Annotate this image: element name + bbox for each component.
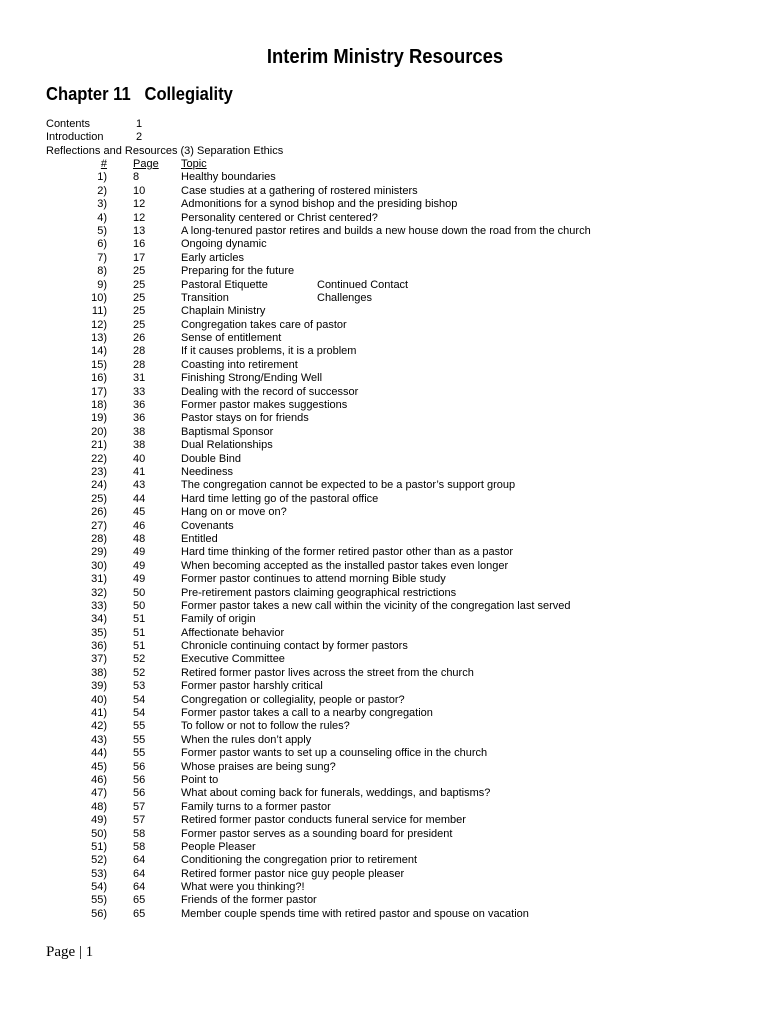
row-number: 3) bbox=[97, 198, 107, 211]
row-number: 44) bbox=[91, 747, 107, 760]
row-number: 8) bbox=[97, 265, 107, 278]
row-topic: Dual Relationships bbox=[181, 439, 273, 452]
row-page: 10 bbox=[133, 184, 146, 197]
row-topic: Ongoing dynamic bbox=[181, 238, 267, 251]
row-page: 56 bbox=[133, 773, 146, 786]
row-page: 43 bbox=[133, 479, 146, 492]
row-topic: Personality centered or Christ centered? bbox=[181, 211, 378, 224]
row-page: 8 bbox=[133, 171, 140, 184]
row-number: 4) bbox=[97, 211, 107, 224]
row-topic: A long-tenured pastor retires and builds a new house down the road from the church bbox=[181, 224, 591, 237]
row-topic: Congregation takes care of pastor bbox=[181, 318, 347, 331]
chapter-heading: Chapter 11 Collegiality bbox=[46, 84, 233, 104]
front-matter-label: Introduction bbox=[46, 131, 104, 144]
row-topic: Coasting into retirement bbox=[181, 358, 298, 371]
row-topic: Whose praises are being sung? bbox=[181, 760, 336, 773]
row-number: 51) bbox=[91, 840, 107, 853]
row-number: 34) bbox=[91, 613, 107, 626]
row-page: 50 bbox=[133, 586, 146, 599]
row-number: 42) bbox=[91, 720, 107, 733]
row-number: 22) bbox=[91, 452, 107, 465]
row-page: 36 bbox=[133, 399, 146, 412]
row-topic: The congregation cannot be expected to be a pastor’s support group bbox=[181, 479, 516, 492]
row-number: 27) bbox=[91, 519, 107, 532]
row-number: 47) bbox=[91, 787, 107, 800]
row-topic: Neediness bbox=[181, 465, 233, 478]
row-topic: Retired former pastor nice guy people pleaser bbox=[181, 867, 405, 880]
row-topic: Former pastor takes a new call within the vicinity of the congregation last served bbox=[181, 599, 571, 612]
row-page: 25 bbox=[133, 278, 146, 291]
row-topic: Point to bbox=[181, 773, 219, 786]
row-topic: Family turns to a former pastor bbox=[181, 800, 331, 813]
row-number: 40) bbox=[91, 693, 107, 706]
row-page: 38 bbox=[133, 439, 146, 452]
row-number: 41) bbox=[91, 707, 107, 720]
row-number: 1) bbox=[97, 171, 107, 184]
row-topic: Pre-retirement pastors claiming geographical restrictions bbox=[181, 586, 457, 599]
row-number: 29) bbox=[91, 546, 107, 559]
row-page: 12 bbox=[133, 211, 146, 224]
row-number: 12) bbox=[91, 318, 107, 331]
row-page: 57 bbox=[133, 814, 146, 827]
row-number: 18) bbox=[91, 399, 107, 412]
row-page: 51 bbox=[133, 640, 146, 653]
row-page: 31 bbox=[133, 372, 146, 385]
row-topic: Former pastor makes suggestions bbox=[181, 399, 348, 412]
row-topic: Congregation or collegiality, people or pastor? bbox=[181, 693, 405, 706]
row-page: 46 bbox=[133, 519, 146, 532]
row-number: 2) bbox=[97, 184, 107, 197]
row-page: 56 bbox=[133, 760, 146, 773]
row-page: 50 bbox=[133, 599, 146, 612]
row-number: 49) bbox=[91, 814, 107, 827]
row-page: 25 bbox=[133, 291, 146, 304]
row-page: 44 bbox=[133, 492, 146, 505]
row-page: 57 bbox=[133, 800, 146, 813]
row-topic: To follow or not to follow the rules? bbox=[181, 720, 350, 733]
front-matter-label: Contents bbox=[46, 118, 91, 130]
row-page: 16 bbox=[133, 238, 146, 251]
row-topic: Finishing Strong/Ending Well bbox=[181, 372, 323, 385]
row-topic-secondary: Continued Contact bbox=[317, 278, 409, 291]
row-topic: Admonitions for a synod bishop and the presiding bishop bbox=[181, 198, 458, 211]
row-number: 15) bbox=[91, 358, 107, 371]
row-topic: Retired former pastor lives across the street from the church bbox=[181, 666, 474, 679]
row-page: 54 bbox=[133, 707, 146, 720]
row-topic: Conditioning the congregation prior to retirement bbox=[181, 854, 418, 867]
row-number: 17) bbox=[91, 385, 107, 398]
row-topic: Dealing with the record of successor bbox=[181, 385, 359, 398]
row-number: 46) bbox=[91, 773, 107, 786]
row-topic: People Pleaser bbox=[181, 840, 256, 853]
row-topic: Executive Committee bbox=[181, 653, 285, 666]
row-number: 25) bbox=[91, 492, 107, 505]
row-page: 65 bbox=[133, 907, 146, 920]
row-topic: Double Bind bbox=[181, 452, 241, 465]
row-number: 45) bbox=[91, 760, 107, 773]
row-number: 5) bbox=[97, 224, 107, 237]
row-topic: Member couple spends time with retired pastor and spouse on vacation bbox=[181, 907, 529, 920]
header-number: # bbox=[100, 158, 107, 170]
row-topic: Hard time thinking of the former retired pastor other than as a pastor bbox=[181, 546, 513, 559]
row-topic: Affectionate behavior bbox=[181, 626, 285, 639]
row-page: 40 bbox=[133, 452, 146, 465]
row-page: 17 bbox=[133, 251, 146, 264]
row-topic: When the rules don’t apply bbox=[181, 733, 312, 746]
row-topic: Former pastor takes a call to a nearby congregation bbox=[181, 707, 433, 720]
row-topic: What were you thinking?! bbox=[181, 881, 305, 894]
row-number: 37) bbox=[91, 653, 107, 666]
row-page: 65 bbox=[133, 894, 146, 907]
row-topic: Sense of entitlement bbox=[181, 332, 282, 345]
row-page: 38 bbox=[133, 425, 146, 438]
row-page: 41 bbox=[133, 465, 146, 478]
row-topic: Chronicle continuing contact by former pastors bbox=[181, 640, 408, 653]
row-page: 13 bbox=[133, 224, 146, 237]
row-number: 24) bbox=[91, 479, 107, 492]
row-page: 49 bbox=[133, 559, 146, 572]
row-page: 26 bbox=[133, 332, 146, 345]
row-number: 16) bbox=[91, 372, 107, 385]
row-page: 54 bbox=[133, 693, 146, 706]
row-number: 48) bbox=[91, 800, 107, 813]
row-number: 54) bbox=[91, 881, 107, 894]
row-page: 25 bbox=[133, 305, 146, 318]
row-number: 19) bbox=[91, 412, 107, 425]
row-page: 51 bbox=[133, 613, 146, 626]
row-topic: Chaplain Ministry bbox=[181, 305, 266, 318]
row-page: 52 bbox=[133, 666, 146, 679]
row-page: 49 bbox=[133, 573, 146, 586]
row-topic: Hard time letting go of the pastoral office bbox=[181, 492, 379, 505]
page-footer: Page | 1 bbox=[46, 944, 94, 960]
row-number: 31) bbox=[91, 573, 107, 586]
row-number: 26) bbox=[91, 506, 107, 519]
row-page: 64 bbox=[133, 854, 146, 867]
front-matter-line bbox=[46, 131, 283, 144]
row-topic: Case studies at a gathering of rostered ministers bbox=[181, 184, 418, 197]
row-number: 55) bbox=[91, 894, 107, 907]
row-topic: Former pastor wants to set up a counseling office in the church bbox=[181, 747, 488, 760]
row-page: 64 bbox=[133, 867, 146, 880]
row-topic: Retired former pastor conducts funeral service for member bbox=[181, 814, 466, 827]
row-number: 20) bbox=[91, 425, 107, 438]
document-title: Interim Ministry Resources bbox=[266, 46, 504, 68]
row-topic: Hang on or move on? bbox=[181, 506, 287, 519]
row-page: 56 bbox=[133, 787, 146, 800]
row-page: 55 bbox=[133, 747, 146, 760]
section-heading: Reflections and Resources (3) Separation Ethics bbox=[46, 144, 284, 157]
front-matter bbox=[46, 118, 283, 158]
row-page: 51 bbox=[133, 626, 146, 639]
row-topic: Family of origin bbox=[181, 613, 256, 626]
row-topic-secondary: Challenges bbox=[317, 291, 373, 304]
row-page: 25 bbox=[133, 265, 146, 278]
row-number: 32) bbox=[91, 586, 107, 599]
row-page: 45 bbox=[133, 506, 146, 519]
row-number: 10) bbox=[91, 291, 107, 304]
row-page: 12 bbox=[133, 198, 146, 211]
row-number: 7) bbox=[97, 251, 107, 264]
row-topic: Covenants bbox=[181, 519, 234, 532]
row-topic: Former pastor serves as a sounding board for president bbox=[181, 827, 453, 840]
row-number: 30) bbox=[91, 559, 107, 572]
row-topic: Former pastor continues to attend morning Bible study bbox=[181, 573, 446, 586]
row-page: 58 bbox=[133, 840, 146, 853]
row-page: 48 bbox=[133, 532, 146, 545]
row-number: 50) bbox=[91, 827, 107, 840]
row-topic: Pastor stays on for friends bbox=[181, 412, 309, 425]
row-number: 56) bbox=[91, 907, 107, 920]
row-page: 64 bbox=[133, 881, 146, 894]
row-topic: What about coming back for funerals, weddings, and baptisms? bbox=[181, 787, 491, 800]
row-number: 9) bbox=[97, 278, 107, 291]
row-number: 38) bbox=[91, 666, 107, 679]
row-page: 53 bbox=[133, 680, 146, 693]
row-page: 58 bbox=[133, 827, 146, 840]
row-page: 52 bbox=[133, 653, 146, 666]
row-number: 35) bbox=[91, 626, 107, 639]
row-number: 43) bbox=[91, 733, 107, 746]
front-matter-line bbox=[46, 118, 283, 131]
header-page: Page bbox=[133, 158, 159, 170]
row-page: 36 bbox=[133, 412, 146, 425]
row-number: 6) bbox=[97, 238, 107, 251]
row-topic: Pastoral Etiquette bbox=[181, 278, 268, 291]
row-page: 55 bbox=[133, 720, 146, 733]
front-matter-page: 2 bbox=[136, 131, 143, 144]
row-page: 49 bbox=[133, 546, 146, 559]
row-number: 53) bbox=[91, 867, 107, 880]
row-number: 11) bbox=[91, 305, 107, 318]
row-topic: When becoming accepted as the installed pastor takes even longer bbox=[181, 559, 509, 572]
row-number: 28) bbox=[91, 532, 107, 545]
row-number: 23) bbox=[91, 465, 107, 478]
row-topic: Entitled bbox=[181, 532, 218, 545]
row-topic: Healthy boundaries bbox=[181, 171, 276, 184]
row-number: 13) bbox=[91, 332, 107, 345]
row-page: 55 bbox=[133, 733, 146, 746]
row-topic: Former pastor harshly critical bbox=[181, 680, 323, 693]
row-page: 25 bbox=[133, 318, 146, 331]
row-page: 33 bbox=[133, 385, 146, 398]
row-topic: Baptismal Sponsor bbox=[181, 425, 274, 438]
header-topic: Topic bbox=[181, 158, 207, 170]
row-number: 52) bbox=[91, 854, 107, 867]
row-number: 14) bbox=[91, 345, 107, 358]
row-topic: Transition bbox=[181, 291, 229, 304]
row-number: 33) bbox=[91, 599, 107, 612]
row-topic: Friends of the former pastor bbox=[181, 894, 317, 907]
row-number: 36) bbox=[91, 640, 107, 653]
row-page: 28 bbox=[133, 345, 146, 358]
row-number: 21) bbox=[91, 439, 107, 452]
row-number: 39) bbox=[91, 680, 107, 693]
row-topic: Early articles bbox=[181, 251, 244, 264]
row-topic: If it causes problems, it is a problem bbox=[181, 345, 357, 358]
front-matter-page: 1 bbox=[136, 118, 143, 130]
row-page: 28 bbox=[133, 358, 146, 371]
row-topic: Preparing for the future bbox=[181, 265, 295, 278]
